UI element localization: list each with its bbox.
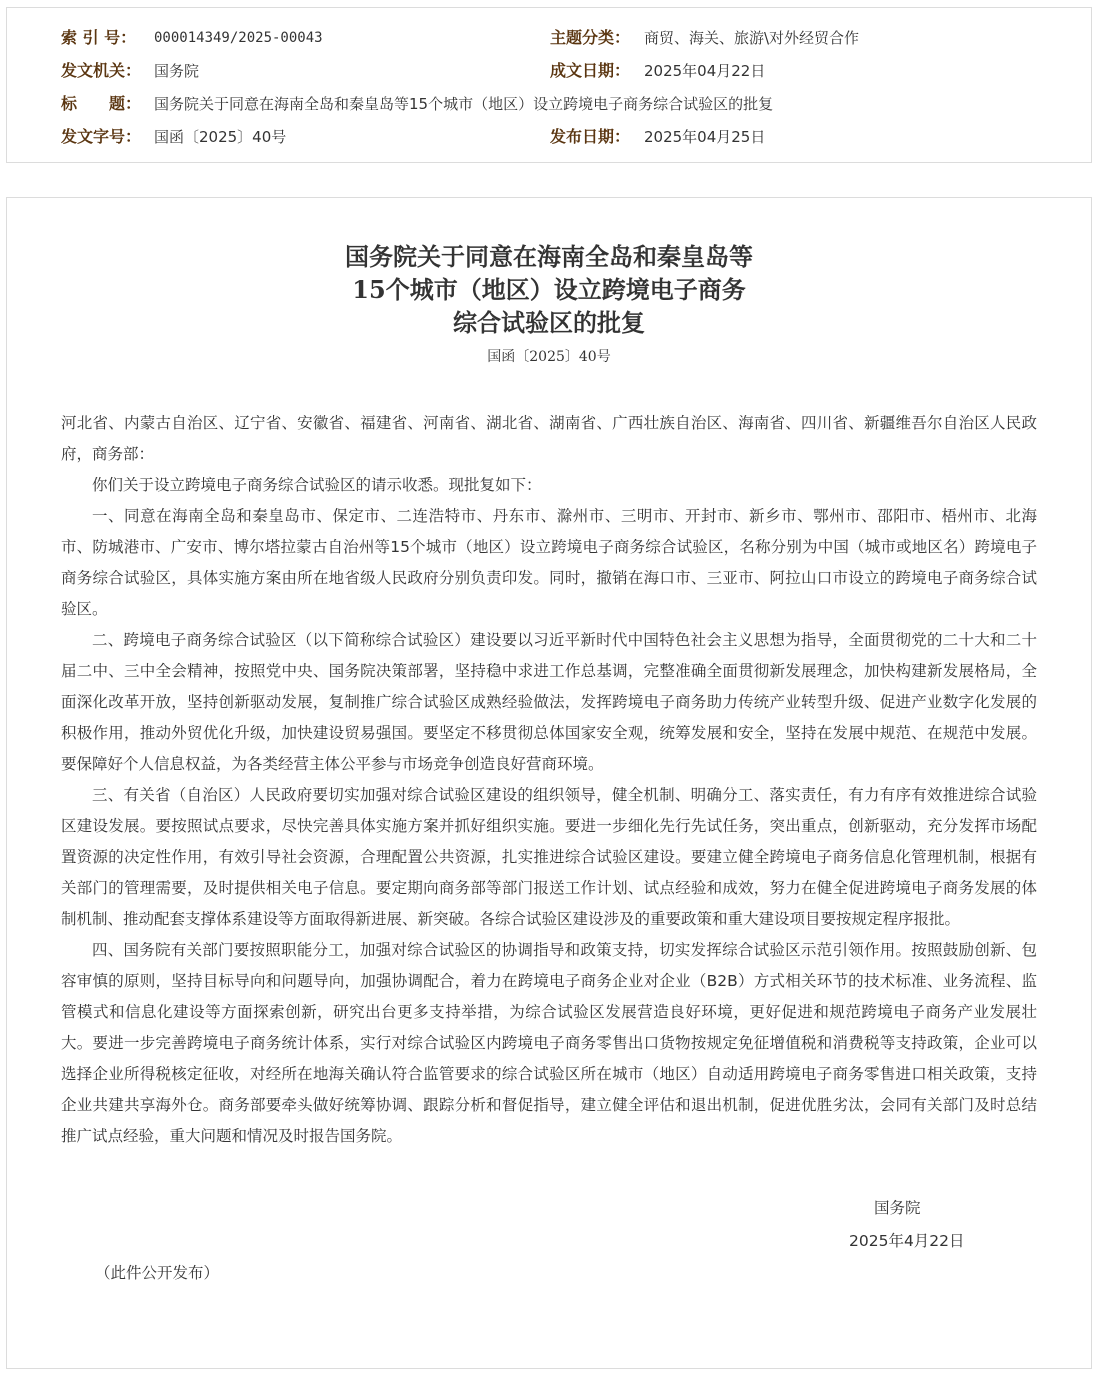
written-date-label: 成文日期： (550, 61, 631, 80)
index-label: 索 引 号： (61, 28, 137, 47)
meta-row-index (7, 23, 1091, 53)
signer: 国务院 (874, 1199, 921, 1217)
issuer-label: 发文机关： (61, 61, 142, 80)
doc-no-label: 发文字号： (61, 127, 142, 146)
title-line-2: 15个城市（地区）设立跨境电子商务 (352, 275, 746, 304)
document-number: 国函〔2025〕40号 (487, 349, 611, 365)
meta-row-issuer (7, 56, 1091, 86)
document-title (7, 240, 1091, 339)
document-body (6, 197, 1092, 1369)
document-metadata-panel (6, 7, 1092, 163)
paragraph-intro: 你们关于设立跨境电子商务综合试验区的请示收悉。现批复如下： (92, 476, 542, 494)
meta-row-doc-no (7, 122, 1091, 152)
category-value: 商贸、海关、旅游\对外经贸合作 (644, 29, 860, 47)
paragraph-2: 二、跨境电子商务综合试验区（以下简称综合试验区）建设要以习近平新时代中国特色社会主义思想为指导，全面贯彻党的二十大和二十届二中、三中全会精神，按照党中央、国务院决策部署，坚持稳中求进工作总基调，完整准确全面贯彻新发展理念，加快构建新发展格局，全面深化改革开放，坚持创新驱动发展，复制推广综合试验区成熟经验做法，发挥跨境电子商务助力传统产业转型升级、促进产业数字化发展的积极作用，推动外贸优化升级，加快建设贸易强国。要坚定不移贯彻总体国家安全观，统筹发展和安全，坚持在发展中规范、在规范中发展。要保障好个人信息权益，为各类经营主体公平参与市场竞争创造良好营商环境。 (61, 631, 1037, 773)
title-line-3: 综合试验区的批复 (453, 308, 645, 337)
publish-date-value: 2025年04月25日 (644, 128, 766, 146)
doc-no-value: 国函〔2025〕40号 (154, 128, 287, 146)
paragraph-4: 四、国务院有关部门要按照职能分工，加强对综合试验区的协调指导和政策支持，切实发挥综合试验区示范引领作用。按照鼓励创新、包容审慎的原则，坚持目标导向和问题导向，加强协调配合，着力在跨境电子商务企业对企业（B2B）方式相关环节的技术标准、业务流程、监管模式和信息化建设等方面探索创新，研究出台更多支持举措，为综合试验区发展营造良好环境，更好促进和规范跨境电子商务产业发展壮大。要进一步完善跨境电子商务统计体系，实行对综合试验区内跨境电子商务零售出口货物按规定免征增值税和消费税等支持政策，企业可以选择企业所得税核定征收，对经所在地海关确认符合监管要求的综合试验区所在城市（地区）自动适用跨境电子商务零售进口相关政策，支持企业共建共享海外仓。商务部要牵头做好统筹协调、跟踪分析和督促指导，建立健全评估和退出机制，促进优胜劣汰，会同有关部门及时总结推广试点经验，重大问题和情况及时报告国务院。 (61, 941, 1037, 1145)
paragraph-1: 一、同意在海南全岛和秦皇岛市、保定市、二连浩特市、丹东市、滁州市、三明市、开封市、新乡市、鄂州市、邵阳市、梧州市、北海市、防城港市、广安市、博尔塔拉蒙古自治州等15个城市（地区）设立跨境电子商务综合试验区，名称分别为中国（城市或地区名）跨境电子商务综合试验区，具体实施方案由所在地省级人民政府分别负责印发。同时，撤销在海口市、三亚市、阿拉山口市设立的跨境电子商务综合试验区。 (61, 507, 1037, 618)
written-date-value: 2025年04月22日 (644, 62, 766, 80)
publish-date-label: 发布日期： (550, 127, 631, 146)
index-value: 000014349/2025-00043 (154, 30, 323, 46)
publish-note: （此件公开发布） (95, 1264, 220, 1282)
title-label: 标 题： (61, 94, 142, 113)
salutation: 河北省、内蒙古自治区、辽宁省、安徽省、福建省、河南省、湖北省、湖南省、广西壮族自治区、海南省、四川省、新疆维吾尔自治区人民政府，商务部： (61, 414, 1037, 463)
issuer-value: 国务院 (154, 62, 200, 80)
category-label: 主题分类： (550, 28, 631, 47)
paragraph-3: 三、有关省（自治区）人民政府要切实加强对综合试验区建设的组织领导，健全机制、明确分工、落实责任，有力有序有效推进综合试验区建设发展。要按照试点要求，尽快完善具体实施方案并抓好组织实施。要进一步细化先行先试任务，突出重点，创新驱动，充分发挥市场配置资源的决定性作用，有效引导社会资源，合理配置公共资源，扎实推进综合试验区建设。要建立健全跨境电子商务信息化管理机制，根据有关部门的管理需要，及时提供相关电子信息。要定期向商务部等部门报送工作计划、试点经验和成效，努力在健全促进跨境电子商务发展的体制机制、推动配套支撑体系建设等方面取得新进展、新突破。各综合试验区建设涉及的重要政策和重大建设项目要按规定程序报批。 (61, 786, 1037, 928)
title-value: 国务院关于同意在海南全岛和秦皇岛等15个城市（地区）设立跨境电子商务综合试验区的批复 (154, 95, 774, 113)
title-line-1: 国务院关于同意在海南全岛和秦皇岛等 (345, 242, 753, 271)
document-content (61, 408, 1037, 1152)
sign-date: 2025年4月22日 (849, 1232, 965, 1250)
meta-row-title (7, 89, 1091, 119)
